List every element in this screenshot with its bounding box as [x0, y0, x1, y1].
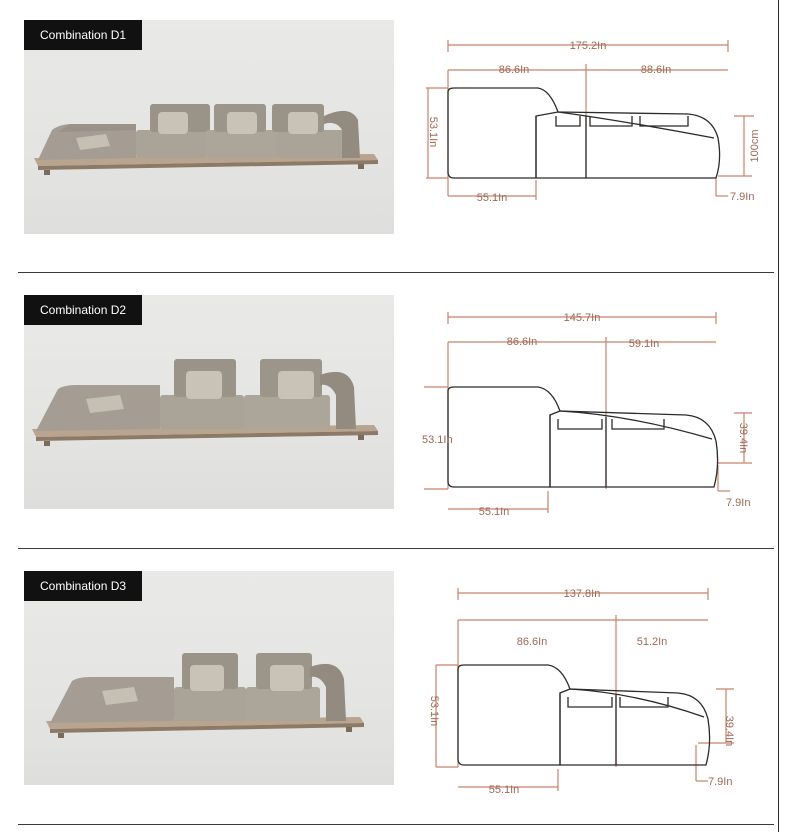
sofa-illustration-d3 [24, 571, 394, 785]
section-divider-1 [18, 272, 774, 273]
dim-left-section-d3: 86.6In [516, 636, 548, 648]
combination-d3-section [0, 551, 790, 826]
dim-right-section-d1: 88.6In [640, 64, 672, 76]
dim-total-d1: 175.2In [569, 40, 607, 52]
dim-right-section-d3: 51.2In [636, 636, 668, 648]
combination-d3-badge: Combination D3 [24, 571, 142, 601]
dim-depth-d2: 53.1In [422, 434, 453, 446]
dim-left-section-d1: 86.6In [498, 64, 530, 76]
dim-base-offset-d2: 7.9In [726, 497, 751, 509]
sofa-photo-d1 [24, 20, 394, 234]
dimension-diagram-d2 [418, 295, 768, 518]
dim-total-d3: 137.8In [563, 588, 601, 600]
dim-left-section-d2: 86.6In [506, 336, 538, 348]
dimension-drawing-d1 [418, 20, 768, 235]
dim-height-d2: 39.4In [737, 422, 749, 454]
sofa-photo-d3 [24, 571, 394, 785]
combination-d1-badge: Combination D1 [24, 20, 142, 50]
combination-d1-section [0, 0, 790, 275]
sofa-illustration-d1 [24, 20, 394, 234]
dim-chaise-width-d3: 55.1In [488, 784, 520, 796]
dimension-drawing-d2 [418, 295, 768, 518]
dim-right-section-d2: 59.1In [628, 338, 660, 350]
section-divider-3 [18, 824, 774, 825]
dim-base-offset-d1: 7.9In [730, 191, 755, 203]
dimension-diagram-d1 [418, 20, 768, 235]
dimension-diagram-d3 [418, 571, 768, 796]
sofa-photo-d2 [24, 295, 394, 509]
sofa-illustration-d2 [24, 295, 394, 509]
dim-depth-d3: 53.1In [428, 695, 440, 727]
dim-total-d2: 145.7In [563, 312, 601, 324]
dim-height-d3: 39.4In [723, 715, 735, 747]
dim-depth-d1: 53.1In [427, 116, 439, 148]
dimension-drawing-d3 [418, 571, 768, 796]
combination-d2-badge: Combination D2 [24, 295, 142, 325]
section-divider-2 [18, 548, 774, 549]
dim-base-offset-d3: 7.9In [708, 776, 733, 788]
dim-chaise-width-d2: 55.1In [478, 506, 510, 518]
combination-d2-section [0, 275, 790, 550]
dim-chaise-width-d1: 55.1In [476, 192, 508, 204]
dim-height-d1: 100cm [749, 129, 761, 163]
